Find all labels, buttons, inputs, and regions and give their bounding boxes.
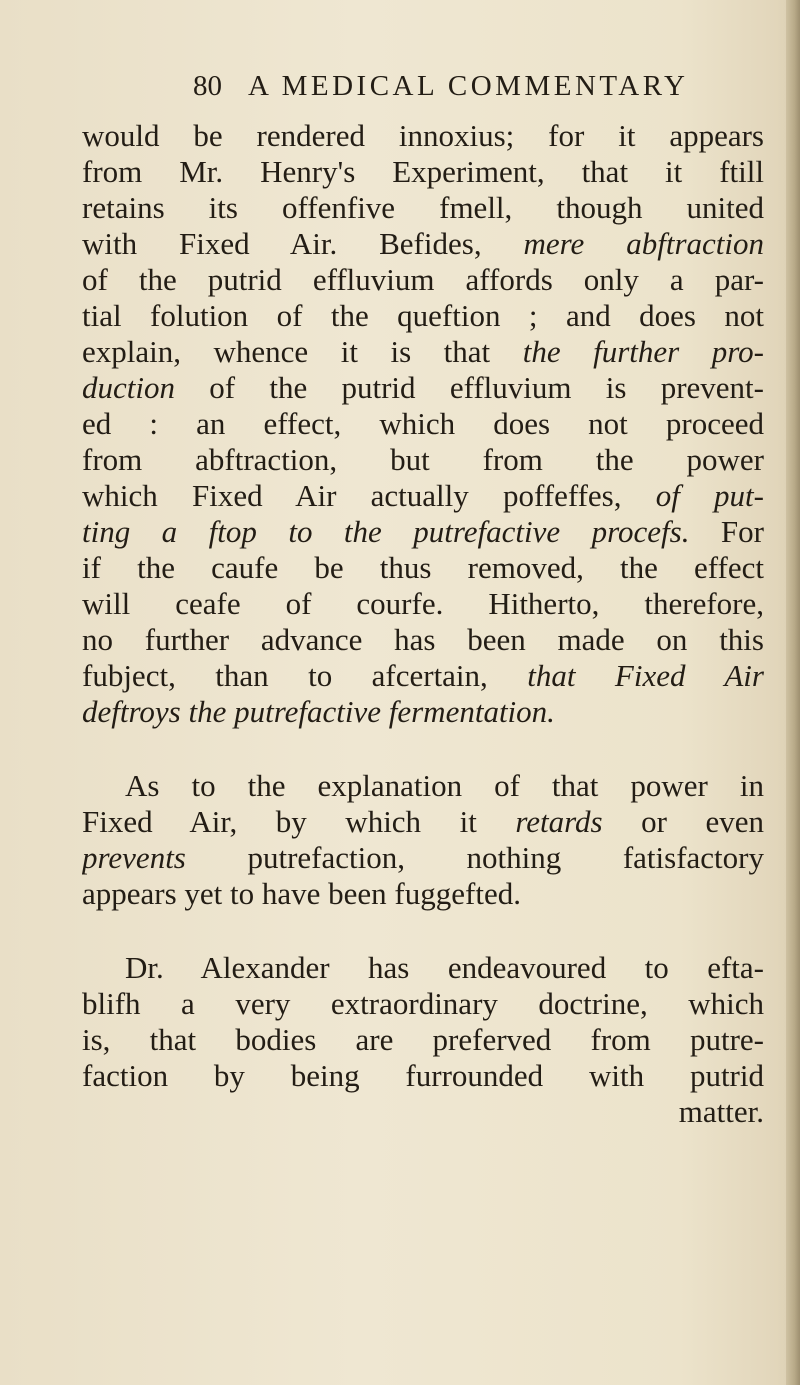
catchword: matter. xyxy=(678,1094,764,1129)
running-header xyxy=(193,70,753,103)
text-line xyxy=(82,442,764,478)
text-line xyxy=(82,986,764,1022)
text-run: or even xyxy=(602,804,764,839)
text-line xyxy=(82,334,764,370)
text-line xyxy=(82,768,764,804)
text-run: will ceafe of courfe. Hitherto, therefore, xyxy=(82,586,764,621)
text-line xyxy=(82,118,764,154)
text-line xyxy=(82,1058,764,1094)
text-run: of the putrid effluvium is prevent- xyxy=(175,370,764,405)
text-line xyxy=(82,622,764,658)
text-line xyxy=(82,950,764,986)
text-run: putrefaction, nothing fatisfactory xyxy=(185,840,764,875)
text-line xyxy=(82,370,764,406)
text-line xyxy=(82,226,764,262)
text-run: would be rendered innoxius; for it appears xyxy=(82,118,764,153)
text-line xyxy=(82,514,764,550)
text-run: fubject, than to afcertain, xyxy=(82,658,528,693)
text-run: Dr. Alexander has endeavoured to efta- xyxy=(125,950,764,985)
text-line xyxy=(82,154,764,190)
text-line xyxy=(82,190,764,226)
page-edge xyxy=(786,0,800,1385)
text-line xyxy=(82,298,764,334)
text-run: tial folution of the queftion ; and does not xyxy=(82,298,764,333)
text-run: if the caufe be thus removed, the effect xyxy=(82,550,764,585)
paragraph xyxy=(82,950,764,1094)
text-run: Fixed Air, by which it xyxy=(82,804,516,839)
italic-run: deftroys the putrefactive fermentation. xyxy=(82,694,555,729)
paragraph xyxy=(82,768,764,912)
italic-run: mere abftraction xyxy=(523,226,764,261)
text-run: from abftraction, but from the power xyxy=(82,442,764,477)
text-line xyxy=(82,478,764,514)
text-run: For xyxy=(689,514,764,549)
text-run: from Mr. Henry's Experiment, that it ftill xyxy=(82,154,764,189)
text-run: retains its offenfive fmell, though united xyxy=(82,190,764,225)
italic-run: of put- xyxy=(655,478,764,513)
text-line xyxy=(82,876,764,912)
text-run: blifh a very extraordinary doctrine, which xyxy=(82,986,764,1021)
text-line xyxy=(82,804,764,840)
text-line xyxy=(82,262,764,298)
paragraph-gap xyxy=(82,730,764,768)
text-run: of the putrid effluvium affords only a par- xyxy=(82,262,764,297)
italic-run: duction xyxy=(82,370,175,405)
text-line xyxy=(82,550,764,586)
text-run: which Fixed Air actually poffeffes, xyxy=(82,478,656,513)
text-run: faction by being furrounded with putrid xyxy=(82,1058,764,1093)
text-run: explain, whence it is that xyxy=(82,334,523,369)
text-run: is, that bodies are preferved from putre- xyxy=(82,1022,764,1057)
page-number: 80 xyxy=(193,70,222,102)
text-line xyxy=(82,1022,764,1058)
italic-run: prevents xyxy=(82,840,186,875)
body-text xyxy=(82,118,764,1130)
paragraph-gap xyxy=(82,912,764,950)
text-run: with Fixed Air. Befides, xyxy=(82,226,524,261)
italic-run: ting a ftop to the putrefactive procefs. xyxy=(82,514,690,549)
text-line xyxy=(82,658,764,694)
text-line xyxy=(82,406,764,442)
italic-run: that Fixed Air xyxy=(527,658,764,693)
text-run: no further advance has been made on this xyxy=(82,622,764,657)
paragraph xyxy=(82,118,764,730)
text-line xyxy=(82,840,764,876)
text-run: ed : an effect, which does not proceed xyxy=(82,406,764,441)
italic-run: retards xyxy=(515,804,603,839)
text-run: appears yet to have been fuggefted. xyxy=(82,876,521,911)
text-line xyxy=(82,694,764,730)
italic-run: the further pro- xyxy=(522,334,764,369)
text-line xyxy=(82,586,764,622)
text-run: As to the explanation of that power in xyxy=(125,768,764,803)
running-title: A MEDICAL COMMENTARY xyxy=(248,70,689,102)
